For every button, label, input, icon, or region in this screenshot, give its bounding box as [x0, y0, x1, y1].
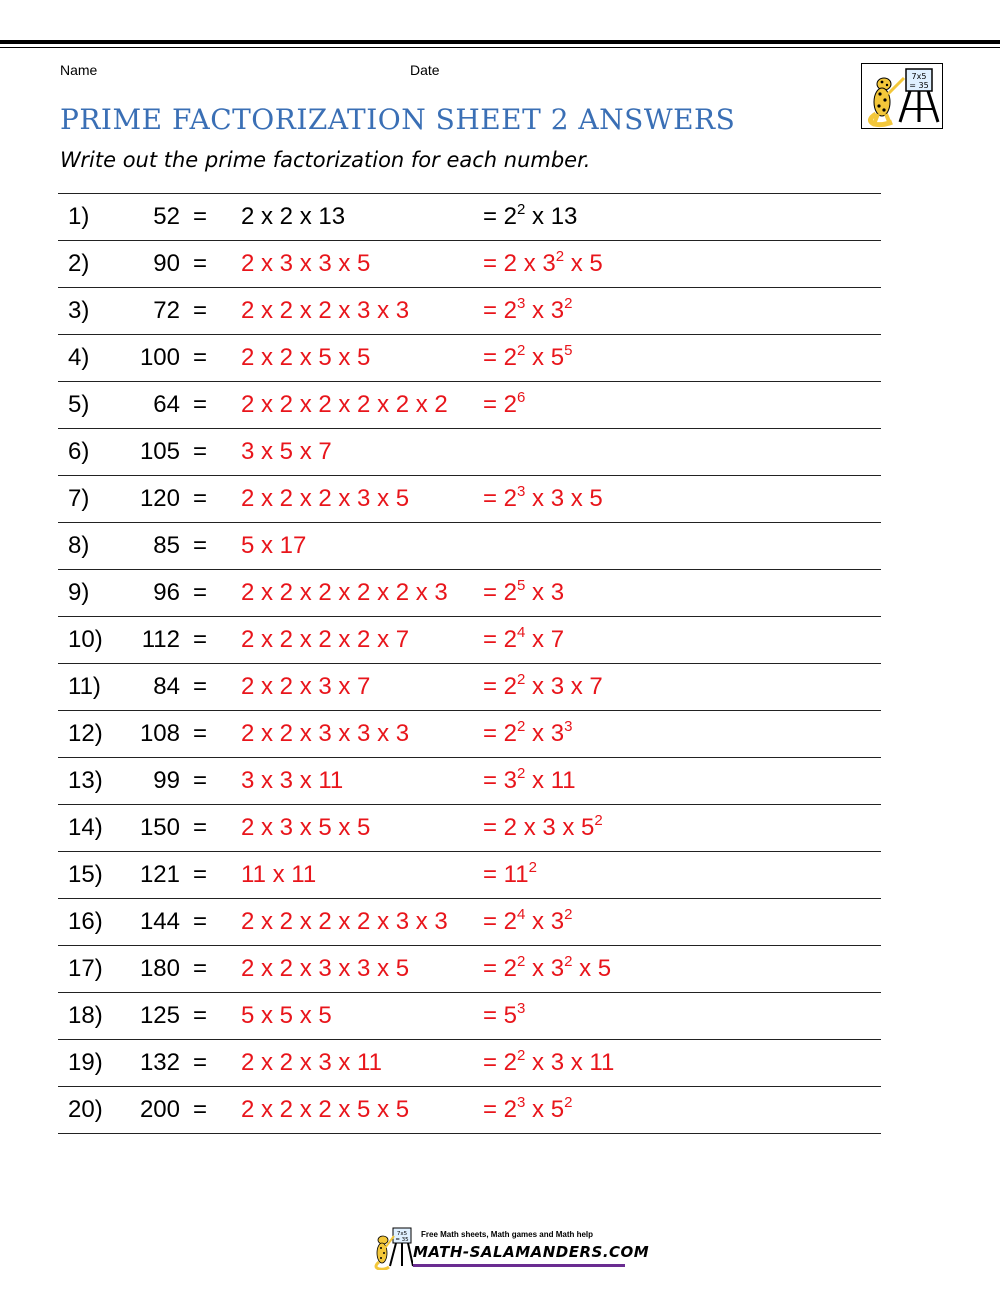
prime-factors: 2 x 2 x 2 x 3 x 3	[241, 297, 410, 324]
exponent-base: = 2	[483, 955, 518, 982]
prime-factors: 2 x 2 x 3 x 3 x 3	[241, 720, 410, 747]
table-row	[58, 711, 881, 758]
exponent-power: 3	[517, 1000, 526, 1017]
equals-sign: =	[193, 1049, 208, 1076]
problem-number: 1)	[68, 203, 90, 230]
exponent-base: = 11	[483, 861, 529, 888]
exponent-power: 2	[517, 201, 526, 218]
equals-sign: =	[193, 250, 208, 277]
exponent-form	[483, 946, 611, 992]
problem-value: 150	[139, 814, 180, 841]
exponent-power: 2	[564, 906, 573, 923]
exponent-base: x 3	[525, 720, 565, 747]
problem-number: 14)	[68, 814, 103, 841]
equals-sign: =	[193, 203, 208, 230]
problem-value: 105	[139, 438, 180, 465]
prime-factors: 3 x 5 x 7	[241, 438, 332, 465]
prime-factors: 2 x 2 x 5 x 5	[241, 344, 371, 371]
exponent-base: = 2	[483, 720, 518, 747]
exponent-form	[483, 664, 603, 710]
svg-text:= 35: = 35	[395, 1237, 409, 1243]
equals-sign: =	[193, 626, 208, 653]
footer-brand-underline	[413, 1264, 625, 1267]
exponent-base: x 11	[525, 767, 576, 794]
equals-sign: =	[193, 438, 208, 465]
exponent-power: 4	[517, 906, 526, 923]
table-row	[58, 946, 881, 993]
equals-sign: =	[193, 532, 208, 559]
prime-factors: 3 x 3 x 11	[241, 767, 344, 794]
table-row	[58, 1087, 881, 1134]
problem-number: 10)	[68, 626, 103, 653]
exponent-power: 2	[517, 342, 526, 359]
exponent-power: 3	[564, 718, 573, 735]
logo-card-line1: 7x5	[911, 72, 927, 81]
table-row	[58, 805, 881, 852]
exponent-form	[483, 288, 572, 334]
exponent-base: = 2	[483, 673, 518, 700]
exponent-power: 5	[517, 577, 526, 594]
exponent-base: x 3	[525, 297, 565, 324]
equals-sign: =	[193, 767, 208, 794]
problem-number: 16)	[68, 908, 103, 935]
problem-value: 180	[139, 955, 180, 982]
exponent-power: 2	[517, 718, 526, 735]
problem-value: 144	[139, 908, 180, 935]
exponent-form	[483, 617, 564, 663]
exponent-form	[483, 570, 564, 616]
exponent-power: 2	[564, 953, 573, 970]
prime-factors: 11 x 11	[241, 861, 317, 888]
exponent-base: = 2	[483, 485, 518, 512]
problem-value: 90	[153, 250, 180, 277]
exponent-power: 4	[517, 624, 526, 641]
table-row	[58, 335, 881, 382]
exponent-base: x 3 x 7	[525, 673, 603, 700]
exponent-base: = 2	[483, 203, 518, 230]
problem-value: 85	[153, 532, 180, 559]
prime-factors: 2 x 2 x 2 x 3 x 5	[241, 485, 410, 512]
footer-salamander-icon	[373, 1226, 413, 1270]
svg-text:7x5: 7x5	[396, 1231, 408, 1237]
logo-card-line2: = 35	[909, 81, 929, 90]
equals-sign: =	[193, 908, 208, 935]
equals-sign: =	[193, 814, 208, 841]
exponent-form	[483, 241, 603, 287]
top-rule	[0, 40, 1000, 44]
exponent-form	[483, 758, 576, 804]
problem-number: 5)	[68, 391, 90, 418]
problem-number: 8)	[68, 532, 90, 559]
salamander-teacher-icon	[862, 64, 942, 128]
equals-sign: =	[193, 673, 208, 700]
exponent-base: x 3	[525, 579, 565, 606]
table-row	[58, 523, 881, 570]
name-label: Name	[60, 62, 98, 78]
exponent-power: 2	[594, 812, 603, 829]
problem-value: 121	[139, 861, 180, 888]
prime-factors: 2 x 2 x 13	[241, 203, 346, 230]
prime-factors: 2 x 2 x 2 x 2 x 2 x 3	[241, 579, 448, 606]
date-label: Date	[410, 62, 440, 78]
exponent-power: 2	[517, 765, 526, 782]
worksheet-instructions: Write out the prime factorization for each number.	[60, 148, 591, 172]
equals-sign: =	[193, 1002, 208, 1029]
exponent-base: = 2	[483, 626, 518, 653]
exponent-base: x 5	[572, 955, 612, 982]
equals-sign: =	[193, 579, 208, 606]
equals-sign: =	[193, 344, 208, 371]
equals-sign: =	[193, 297, 208, 324]
prime-factors: 2 x 2 x 2 x 5 x 5	[241, 1096, 410, 1123]
footer-brand: MATH-SALAMANDERS.COM	[413, 1243, 650, 1261]
problem-value: 96	[153, 579, 180, 606]
problem-number: 9)	[68, 579, 90, 606]
equals-sign: =	[193, 391, 208, 418]
prime-factors: 2 x 3 x 3 x 5	[241, 250, 371, 277]
exponent-base: = 2 x 3 x 5	[483, 814, 595, 841]
exponent-power: 2	[517, 953, 526, 970]
problem-value: 112	[141, 626, 180, 653]
problem-number: 11)	[68, 673, 101, 700]
worksheet-title: PRIME FACTORIZATION SHEET 2 ANSWERS	[60, 103, 736, 136]
exponent-form	[483, 194, 577, 240]
exponent-form	[483, 852, 537, 898]
table-row	[58, 1040, 881, 1087]
equals-sign: =	[193, 861, 208, 888]
exponent-form	[483, 993, 525, 1039]
problem-value: 52	[153, 203, 180, 230]
problem-number: 7)	[68, 485, 90, 512]
prime-factors: 2 x 2 x 2 x 2 x 2 x 2	[241, 391, 448, 418]
exponent-form	[483, 476, 603, 522]
table-row	[58, 382, 881, 429]
table-row	[58, 993, 881, 1040]
exponent-base: = 5	[483, 1002, 518, 1029]
problem-value: 64	[153, 391, 180, 418]
prime-factors: 2 x 2 x 3 x 7	[241, 673, 371, 700]
exponent-base: = 2	[483, 908, 518, 935]
problem-number: 13)	[68, 767, 103, 794]
answer-table	[58, 193, 881, 1134]
problem-number: 2)	[68, 250, 90, 277]
exponent-base: = 2	[483, 1049, 518, 1076]
exponent-base: x 3	[525, 955, 565, 982]
problem-value: 84	[153, 673, 180, 700]
exponent-power: 2	[517, 671, 526, 688]
table-row	[58, 288, 881, 335]
problem-number: 3)	[68, 297, 90, 324]
exponent-power: 5	[564, 342, 573, 359]
exponent-power: 3	[517, 295, 526, 312]
table-row	[58, 429, 881, 476]
exponent-power: 2	[564, 1094, 573, 1111]
footer-logo	[373, 1226, 650, 1270]
problem-value: 120	[139, 485, 180, 512]
exponent-form	[483, 1040, 614, 1086]
problem-number: 20)	[68, 1096, 103, 1123]
table-row	[58, 617, 881, 664]
prime-factors: 5 x 5 x 5	[241, 1002, 332, 1029]
problem-number: 17)	[68, 955, 103, 982]
prime-factors: 2 x 3 x 5 x 5	[241, 814, 371, 841]
exponent-form	[483, 382, 525, 428]
exponent-power: 2	[517, 1047, 526, 1064]
exponent-base: x 13	[525, 203, 578, 230]
equals-sign: =	[193, 485, 208, 512]
exponent-base: x 3	[525, 908, 565, 935]
exponent-power: 2	[564, 295, 573, 312]
exponent-power: 2	[555, 248, 565, 265]
problem-value: 108	[139, 720, 180, 747]
table-row	[58, 241, 881, 288]
exponent-power: 6	[517, 389, 526, 406]
exponent-form	[483, 1087, 572, 1133]
problem-number: 6)	[68, 438, 90, 465]
table-row	[58, 664, 881, 711]
exponent-base: = 2	[483, 344, 518, 371]
exponent-base: = 2	[483, 391, 518, 418]
problem-value: 72	[153, 297, 180, 324]
prime-factors: 2 x 2 x 2 x 2 x 3 x 3	[241, 908, 448, 935]
problem-number: 18)	[68, 1002, 103, 1029]
exponent-base: = 2 x 3	[483, 250, 556, 277]
prime-factors: 2 x 2 x 3 x 3 x 5	[241, 955, 410, 982]
table-row	[58, 852, 881, 899]
footer-tagline: Free Math sheets, Math games and Math help	[421, 1230, 594, 1239]
problem-number: 15)	[68, 861, 103, 888]
problem-value: 200	[139, 1096, 180, 1123]
exponent-base: = 2	[483, 297, 518, 324]
problem-value: 99	[153, 767, 180, 794]
problem-number: 19)	[68, 1049, 103, 1076]
exponent-base: = 3	[483, 767, 518, 794]
exponent-form	[483, 899, 572, 945]
equals-sign: =	[193, 955, 208, 982]
exponent-power: 3	[517, 483, 526, 500]
exponent-base: x 5	[525, 344, 565, 371]
problem-value: 100	[139, 344, 180, 371]
table-row	[58, 194, 881, 241]
exponent-base: = 2	[483, 1096, 518, 1123]
prime-factors: 2 x 2 x 2 x 2 x 7	[241, 626, 410, 653]
salamander-logo	[861, 63, 943, 129]
top-rule-thin	[0, 47, 1000, 48]
prime-factors: 2 x 2 x 3 x 11	[241, 1049, 382, 1076]
table-row	[58, 758, 881, 805]
exponent-power: 3	[517, 1094, 526, 1111]
exponent-power: 2	[528, 859, 537, 876]
exponent-base: x 5	[564, 250, 603, 277]
exponent-form	[483, 805, 603, 851]
exponent-base: x 7	[525, 626, 565, 653]
prime-factors: 5 x 17	[241, 532, 307, 559]
equals-sign: =	[193, 1096, 208, 1123]
table-row	[58, 899, 881, 946]
table-row	[58, 476, 881, 523]
exponent-base: x 5	[525, 1096, 565, 1123]
exponent-base: x 3 x 11	[525, 1049, 615, 1076]
table-row	[58, 570, 881, 617]
exponent-form	[483, 335, 572, 381]
exponent-base: = 2	[483, 579, 518, 606]
exponent-form	[483, 711, 572, 757]
exponent-base: x 3 x 5	[525, 485, 603, 512]
equals-sign: =	[193, 720, 208, 747]
problem-value: 132	[139, 1049, 180, 1076]
problem-number: 12)	[68, 720, 103, 747]
problem-value: 125	[139, 1002, 180, 1029]
problem-number: 4)	[68, 344, 90, 371]
